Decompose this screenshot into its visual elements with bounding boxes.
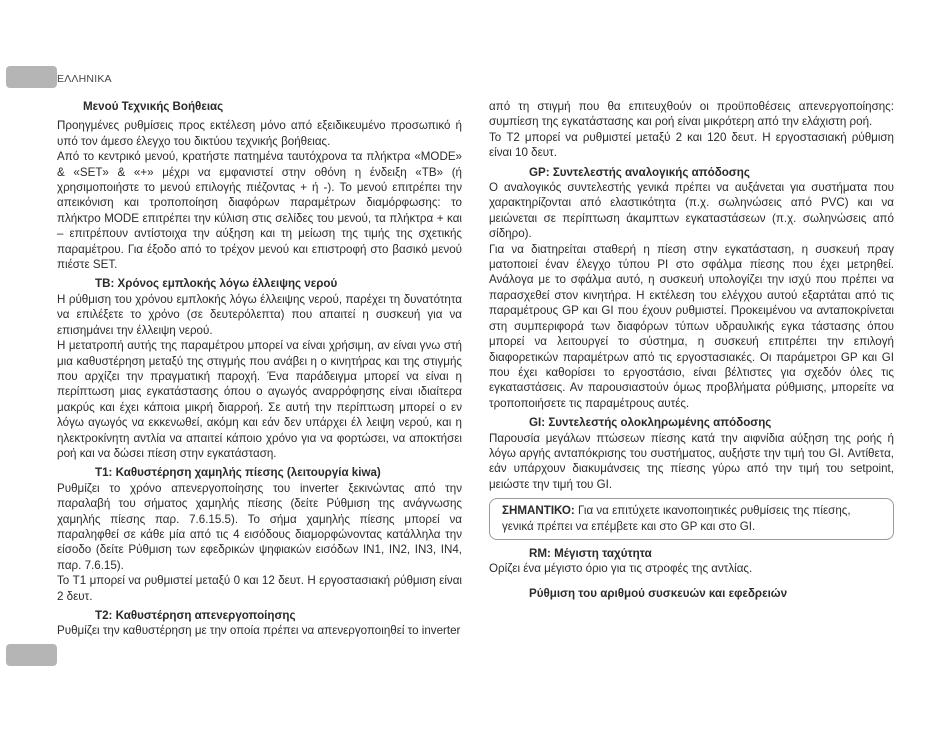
notice-body: Για να επιτύχετε ικανοποιητικές ρυθμίσεις της πίεσης, γενικά πρέπει να επέμβετε και στο GP και στο GI. [502,504,851,533]
paragraph: Ρυθμίζει την καθυστέρηση με την οποία πρέπει να απενεργοποιηθεί το inverter [57,624,461,638]
paragraph: Η μετατροπή αυτής της παραμέτρου μπορεί να είναι χρήσιμη, αν είναι γνω στή μια καθυστέρηση μεταξύ της στιγμής που ανάβει η ο κινητήρας και της στιγμής που αρχίζει την πραγματική παροχή. Ένα παράδειγμα μπορεί να είναι η περίπτωση μιας εγκατάστασης όπου ο αγωγός αναρρόφησης είναι ιδιαίτερα μακρύς και έχει κάποια μικρή διαρροή. Σε αυτή την περίπτωση μπορεί ο εν λόγω αγωγός να εκκενωθεί, ακόμη και εάν δεν υπάρχει έλ λειψη νερού, και η ηλεκτροκίνητη αντλία να απαιτεί κάποιο χρόνο για να φορτώσει, να αποκτήσει ροή και να δώσει πίεση στην εγκατάσταση. [57,339,462,460]
section-title-devices: Ρύθμιση του αριθμού συσκευών και εφεδρειών [529,586,788,600]
notice-text [502,503,881,534]
page-tab-bottom [6,644,57,666]
important-notice-box [489,498,894,540]
paragraph: Από το κεντρικό μενού, κρατήστε πατημένα ταυτόχρονα τα πλήκτρα «MODE» & «SET» & «+» μέχρι να εμφανιστεί στην οθόνη η ένδειξη «TB» (ή χρησιμοποιήστε το μενού επιλογής πιέζοντας + ή -). Το μενού επιτρέπει την απεικόνιση και τροποποίηση διαφόρων παραμέτρων διαμόρφωσης: το πλήκτρο MODE επιτρέπει την κύλιση στις σελίδες του μενού, τα πλήκτρα + και – επιτρέπουν αντίστοιχα την αύξηση και τη μείωση της τιμής της σχετικής παραμέτρου. Για έξοδο από το τρέχον μενού και επιστροφή στο βασικό μενού πιέστε SET. [57,150,462,272]
language-label: ΕΛΛΗΝΙΚΑ [57,73,112,85]
section-title-rm: RM: Μέγιστη ταχύτητα [529,546,652,560]
section-title-gp: GP: Συντελεστής αναλογικής απόδοσης [529,165,750,179]
paragraph: από τη στιγμή που θα επιτευχθούν οι προϋποθέσεις απενεργοποίησης: συμπίεση της εγκατάστασης και ροή είναι μικρότερη από την ελάχιστη ροή. [489,100,894,129]
notice-label: ΣΗΜΑΝΤΙΚΟ: [502,504,575,518]
section-title-tb: TB: Χρόνος εμπλοκής λόγω έλλειψης νερού [95,277,338,291]
section-title-t2: T2: Καθυστέρηση απενεργοποίησης [95,609,296,622]
paragraph: Το T1 μπορεί να ρυθμιστεί μεταξύ 0 και 12 δευτ. Η εργοστασιακή ρύθμιση είναι 2 δευτ. [57,574,462,603]
paragraph: Ορίζει ένα μέγιστο όριο για τις στροφές της αντλίας. [489,562,753,576]
paragraph: Ρυθμίζει το χρόνο απενεργοποίησης του inverter ξεκινώντας από την παραλαβή του σήματος χαμηλής πίεσης (δείτε Ρύθμιση της ανάγνωσης χαμηλής πίεσης παρ. 7.6.15.5). Το σήμα χαμηλής πίεσης μπορεί να παραληφθεί σε κάθε μία από τις 4 εισόδους διαμορφώνοντας κατάλληλα την είσοδο (δείτε Ρύθμιση των εφεδρικών ψηφιακών εισόδων IN1, IN2, IN3, IN4, παρ. 7.6.15). [57,481,462,572]
paragraph: Προηγμένες ρυθμίσεις προς εκτέλεση μόνο από εξειδικευμένο προσωπικό ή υπό τον άμεσο έλεγχο του δικτύου τεχνικής βοήθειας. [57,119,462,148]
paragraph: Το T2 μπορεί να ρυθμιστεί μεταξύ 2 και 120 δευτ. Η εργοστασιακή ρύθμιση είναι 10 δευτ. [489,130,894,160]
left-column [57,96,462,639]
section-title-t1: T1: Καθυστέρηση χαμηλής πίεσης (λειτουργία kiwa) [95,466,381,480]
right-column [489,99,894,601]
section-title-tech-menu: Μενού Τεχνικής Βοήθειας [83,100,224,113]
paragraph: Για να διατηρείται σταθερή η πίεση στην εγκατάσταση, η συσκευή πραγ ματοποιεί έναν έλεγχο τύπου PI στο σφάλμα πίεσης που έχει μετρηθεί. Ανάλογα με το σφάλμα αυτό, η συσκευή υπολογίζει την ισχύ που πρέπει να παρασχεθεί στον κινητήρα. Η εκτέλεση του ελέγχου αυτού εξαρτάται από τις παραμέτρους GP και GI που έχουν ρυθμιστεί. Προκειμένου να ανταποκρίνεται στη συμπεριφορά των διαφόρων τύπων υδραυλικής εγκα τάστασης όπου μπορεί να λειτουργεί το σύστημα, η συσκευή επιτρέπει την επιλογή διαφορετικών παραμέτρων από τις εργοστασιακές. Οι παράμετροι GP και GI που έχει καθορίσει το εργοστάσιο, είναι βέλτιστες για σχεδόν όλες τις εγκαταστάσεις. Αν παρουσιαστούν όμως προβλήματα ρύθμισης, μπορείτε να τροποποιήσετε τις παραμέτρους αυτές. [489,242,894,410]
paragraph: Παρουσία μεγάλων πτώσεων πίεσης κατά την αιφνίδια αύξηση της ροής ή λόγω αργής ανταπόκρισης του συστήματος, αυξήστε την τιμή του GI. Αντίθετα, εάν υπάρχουν διακυμάνσεις της πίεσης γύρω από την τιμή του setpoint, μειώστε την τιμή του GI. [489,431,894,491]
paragraph: Ο αναλογικός συντελεστής γενικά πρέπει να αυξάνεται για συστήματα που χαρακτηρίζονται από ελαστικότητα (π.χ. σωληνώσεις από PVC) και να μειώνεται σε περίπτωση άκαμπτων εγκαταστάσεων (π.χ. σωληνώσεις από σίδηρο). [489,181,894,241]
paragraph: Η ρύθμιση του χρόνου εμπλοκής λόγω έλλειψης νερού, παρέχει τη δυνατότητα να επιλέξετε το χρόνο (σε δευτερόλεπτα) που απαιτεί η συσκευή για να επισημάνει την έλλειψη νερού. [57,292,462,337]
section-title-gi: GI: Συντελεστής ολοκληρωμένης απόδοσης [529,416,772,430]
page-tab-top [6,66,57,88]
